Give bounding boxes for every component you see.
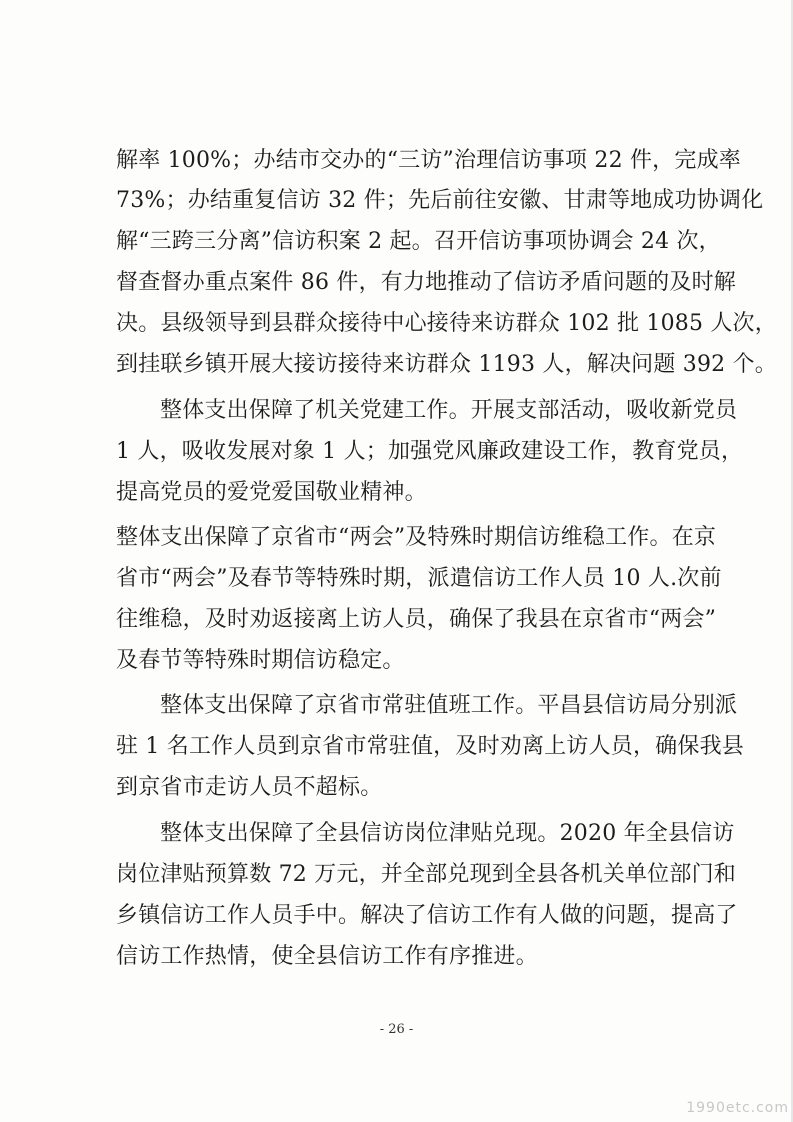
text-line: 整体支出保障了全县信访岗位津贴兑现。2020 年全县信访: [160, 821, 735, 846]
text-line: 到京省市走访人员不超标。: [116, 775, 383, 800]
text-line: 驻 1 名工作人员到京省市常驻值，及时劝离上访人员，确保我县: [116, 734, 744, 759]
text-line: 往维稳，及时劝返接离上访人员，确保了我县在京省市“两会”: [116, 607, 717, 632]
text-line: 省市“两会”及春节等特殊时期，派遣信访工作人员 10 人.次前: [116, 566, 722, 591]
text-line: 到挂联乡镇开展大接访接待来访群众 1193 人，解决问题 392 个。: [116, 352, 777, 377]
text-line: 督查督办重点案件 86 件，有力地推动了信访矛盾问题的及时解: [116, 270, 736, 295]
text-line: 决。县级领导到县群众接待中心接待来访群众 102 批 1085 人次，: [116, 311, 777, 336]
page-number: - 26 -: [379, 1022, 414, 1037]
text-line: 信访工作热情，使全县信访工作有序推进。: [116, 944, 538, 969]
text-line: 解率 100%；办结市交办的“三访”治理信访事项 22 件，完成率: [116, 148, 741, 173]
text-line: 解“三跨三分离”信访积案 2 起。召开信访事项协调会 24 次，: [116, 229, 721, 254]
text-line: 乡镇信访工作人员手中。解决了信访工作有人做的问题，提高了: [116, 903, 738, 928]
text-line: 整体支出保障了京省市“两会”及特殊时期信访维稳工作。在京: [116, 525, 717, 550]
text-line: 提高党员的爱党爱国敬业精神。: [116, 480, 427, 505]
text-line: 整体支出保障了机关党建工作。开展支部活动，吸收新党员: [160, 398, 738, 423]
text-line: 73%；办结重复信访 32 件；先后前往安徽、甘肃等地成功协调化: [116, 188, 764, 213]
text-line: 整体支出保障了京省市常驻值班工作。平昌县信访局分别派: [160, 693, 738, 718]
text-line: 岗位津贴预算数 72 万元，并全部兑现到全县各机关单位部门和: [116, 862, 736, 887]
text-line: 及春节等特殊时期信访稳定。: [116, 648, 405, 673]
text-line: 1 人，吸收发展对象 1 人；加强党风廉政建设工作，教育党员，: [116, 439, 744, 464]
watermark: 1990etc.com: [686, 1100, 789, 1116]
